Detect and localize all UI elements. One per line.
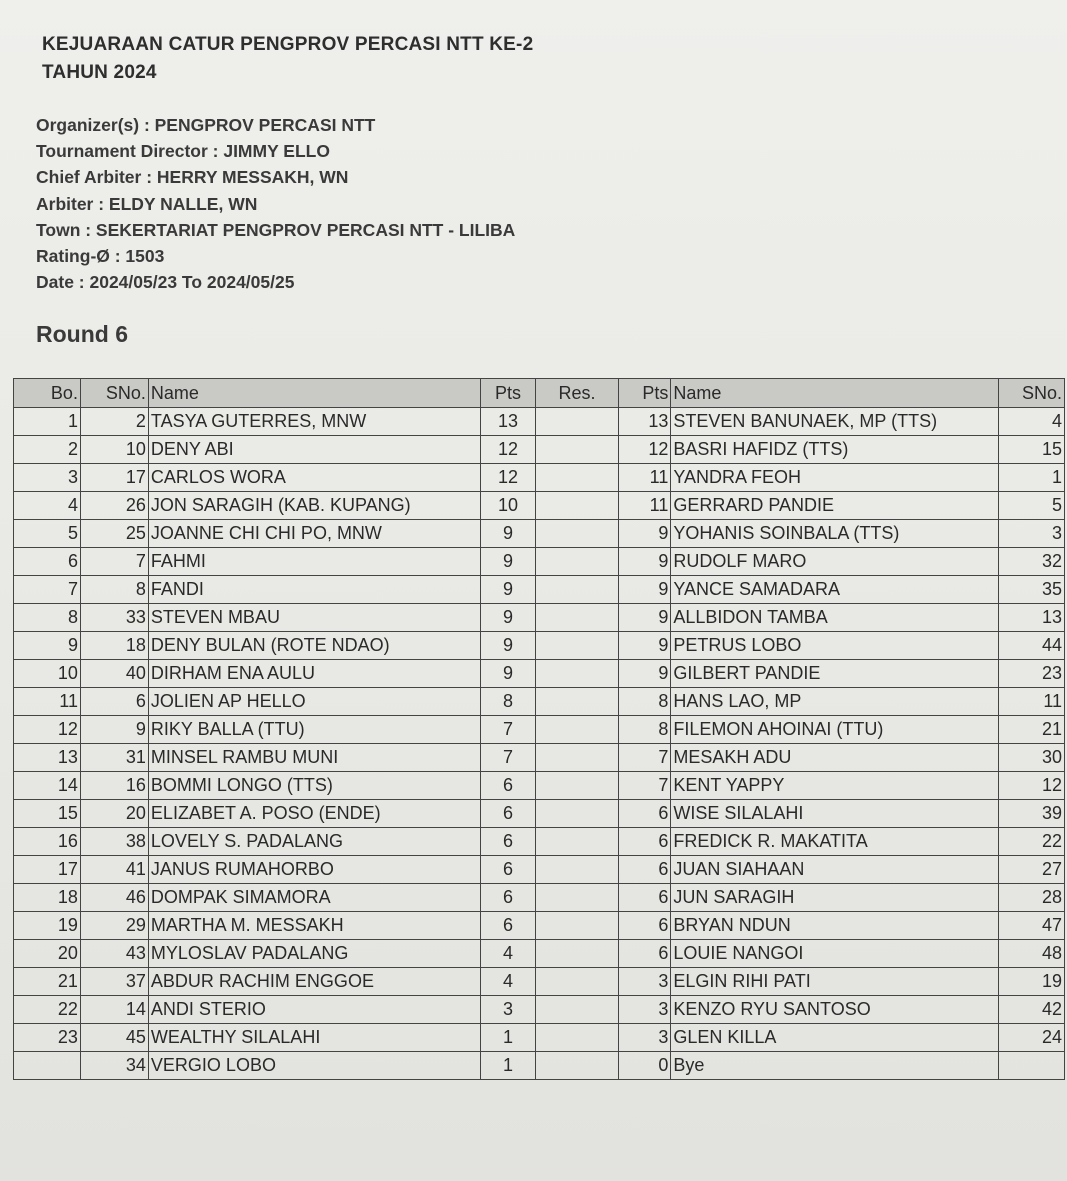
board-number-cell: 6 bbox=[14, 548, 81, 576]
white-pts-cell: 6 bbox=[480, 772, 536, 800]
black-pts-cell: 9 bbox=[618, 576, 671, 604]
result-cell bbox=[536, 940, 618, 968]
table-row bbox=[14, 660, 1065, 688]
white-pts-cell: 6 bbox=[480, 800, 536, 828]
table-row bbox=[14, 884, 1065, 912]
black-name-cell: MESAKH ADU bbox=[671, 744, 999, 772]
table-row bbox=[14, 492, 1065, 520]
table-row bbox=[14, 464, 1065, 492]
white-sno-cell: 31 bbox=[80, 744, 148, 772]
board-number-cell: 18 bbox=[14, 884, 81, 912]
table-row bbox=[14, 912, 1065, 940]
black-pts-cell: 9 bbox=[618, 660, 671, 688]
white-pts-cell: 13 bbox=[480, 408, 536, 436]
header-name-white: Name bbox=[148, 379, 480, 408]
board-number-cell: 4 bbox=[14, 492, 81, 520]
white-name-cell: FAHMI bbox=[148, 548, 480, 576]
white-sno-cell: 9 bbox=[80, 716, 148, 744]
black-pts-cell: 6 bbox=[618, 856, 671, 884]
black-name-cell: ELGIN RIHI PATI bbox=[671, 968, 999, 996]
table-row bbox=[14, 856, 1065, 884]
white-sno-cell: 26 bbox=[80, 492, 148, 520]
board-number-cell: 9 bbox=[14, 632, 81, 660]
table-row bbox=[14, 604, 1065, 632]
table-row bbox=[14, 408, 1065, 436]
board-number-cell: 2 bbox=[14, 436, 81, 464]
town-line: Town : SEKERTARIAT PENGPROV PERCASI NTT - LILIBA bbox=[36, 219, 516, 240]
black-sno-cell: 42 bbox=[999, 996, 1065, 1024]
table-row bbox=[14, 744, 1065, 772]
white-sno-cell: 2 bbox=[80, 408, 148, 436]
table-row bbox=[14, 1024, 1065, 1052]
black-name-cell: RUDOLF MARO bbox=[671, 548, 999, 576]
board-number-cell: 10 bbox=[14, 660, 81, 688]
result-cell bbox=[536, 968, 618, 996]
black-sno-cell: 19 bbox=[999, 968, 1065, 996]
result-cell bbox=[536, 632, 618, 660]
black-sno-cell: 4 bbox=[999, 408, 1065, 436]
black-pts-cell: 7 bbox=[618, 744, 671, 772]
header-sno-white: SNo. bbox=[80, 379, 148, 408]
arbiter-line: Arbiter : ELDY NALLE, WN bbox=[36, 193, 258, 214]
black-name-cell: BASRI HAFIDZ (TTS) bbox=[671, 436, 999, 464]
black-sno-cell: 30 bbox=[999, 744, 1065, 772]
black-name-cell: FREDICK R. MAKATITA bbox=[671, 828, 999, 856]
black-name-cell: YOHANIS SOINBALA (TTS) bbox=[671, 520, 999, 548]
table-row bbox=[14, 688, 1065, 716]
black-sno-cell: 21 bbox=[999, 716, 1065, 744]
board-number-cell: 16 bbox=[14, 828, 81, 856]
white-pts-cell: 3 bbox=[480, 996, 536, 1024]
white-sno-cell: 43 bbox=[80, 940, 148, 968]
white-sno-cell: 33 bbox=[80, 604, 148, 632]
table-row bbox=[14, 436, 1065, 464]
pairings-table bbox=[13, 378, 1065, 1080]
pairings-body bbox=[14, 408, 1065, 1080]
document-title: KEJUARAAN CATUR PENGPROV PERCASI NTT KE-2 bbox=[42, 34, 534, 55]
black-sno-cell: 27 bbox=[999, 856, 1065, 884]
white-pts-cell: 7 bbox=[480, 744, 536, 772]
black-sno-cell: 24 bbox=[999, 1024, 1065, 1052]
black-pts-cell: 9 bbox=[618, 632, 671, 660]
white-sno-cell: 6 bbox=[80, 688, 148, 716]
white-name-cell: MARTHA M. MESSAKH bbox=[148, 912, 480, 940]
black-sno-cell: 1 bbox=[999, 464, 1065, 492]
black-pts-cell: 6 bbox=[618, 800, 671, 828]
white-sno-cell: 40 bbox=[80, 660, 148, 688]
director-line: Tournament Director : JIMMY ELLO bbox=[36, 141, 330, 162]
board-number-cell: 11 bbox=[14, 688, 81, 716]
black-name-cell: ALLBIDON TAMBA bbox=[671, 604, 999, 632]
result-cell bbox=[536, 996, 618, 1024]
black-sno-cell: 48 bbox=[999, 940, 1065, 968]
white-name-cell: JON SARAGIH (KAB. KUPANG) bbox=[148, 492, 480, 520]
board-number-cell: 1 bbox=[14, 408, 81, 436]
black-sno-cell: 11 bbox=[999, 688, 1065, 716]
rating-line: Rating-Ø : 1503 bbox=[36, 245, 165, 266]
header-name-black: Name bbox=[671, 379, 999, 408]
black-pts-cell: 8 bbox=[618, 716, 671, 744]
black-pts-cell: 9 bbox=[618, 520, 671, 548]
black-sno-cell: 13 bbox=[999, 604, 1065, 632]
black-name-cell: YANCE SAMADARA bbox=[671, 576, 999, 604]
white-pts-cell: 9 bbox=[480, 548, 536, 576]
black-name-cell: GLEN KILLA bbox=[671, 1024, 999, 1052]
black-pts-cell: 9 bbox=[618, 604, 671, 632]
black-pts-cell: 11 bbox=[618, 492, 671, 520]
black-sno-cell: 15 bbox=[999, 436, 1065, 464]
result-cell bbox=[536, 576, 618, 604]
white-name-cell: DIRHAM ENA AULU bbox=[148, 660, 480, 688]
black-pts-cell: 6 bbox=[618, 912, 671, 940]
table-header-row bbox=[14, 379, 1065, 408]
board-number-cell bbox=[14, 1052, 81, 1080]
board-number-cell: 15 bbox=[14, 800, 81, 828]
black-sno-cell: 12 bbox=[999, 772, 1065, 800]
white-pts-cell: 1 bbox=[480, 1024, 536, 1052]
board-number-cell: 3 bbox=[14, 464, 81, 492]
board-number-cell: 13 bbox=[14, 744, 81, 772]
white-pts-cell: 9 bbox=[480, 604, 536, 632]
board-number-cell: 22 bbox=[14, 996, 81, 1024]
black-sno-cell: 3 bbox=[999, 520, 1065, 548]
round-heading: Round 6 bbox=[36, 321, 128, 347]
date-line: Date : 2024/05/23 To 2024/05/25 bbox=[36, 272, 295, 293]
white-sno-cell: 14 bbox=[80, 996, 148, 1024]
black-pts-cell: 6 bbox=[618, 884, 671, 912]
white-name-cell: ABDUR RACHIM ENGGOE bbox=[148, 968, 480, 996]
result-cell bbox=[536, 492, 618, 520]
black-sno-cell: 23 bbox=[999, 660, 1065, 688]
white-pts-cell: 6 bbox=[480, 828, 536, 856]
black-sno-cell: 35 bbox=[999, 576, 1065, 604]
black-pts-cell: 0 bbox=[618, 1052, 671, 1080]
white-pts-cell: 9 bbox=[480, 660, 536, 688]
header-result: Res. bbox=[536, 379, 618, 408]
table-row bbox=[14, 828, 1065, 856]
white-sno-cell: 45 bbox=[80, 1024, 148, 1052]
black-name-cell: KENZO RYU SANTOSO bbox=[671, 996, 999, 1024]
board-number-cell: 12 bbox=[14, 716, 81, 744]
black-pts-cell: 9 bbox=[618, 548, 671, 576]
black-sno-cell: 32 bbox=[999, 548, 1065, 576]
black-pts-cell: 13 bbox=[618, 408, 671, 436]
result-cell bbox=[536, 688, 618, 716]
white-pts-cell: 9 bbox=[480, 576, 536, 604]
white-sno-cell: 18 bbox=[80, 632, 148, 660]
white-name-cell: JANUS RUMAHORBO bbox=[148, 856, 480, 884]
black-name-cell: FILEMON AHOINAI (TTU) bbox=[671, 716, 999, 744]
header-pts-black: Pts bbox=[618, 379, 671, 408]
white-name-cell: MINSEL RAMBU MUNI bbox=[148, 744, 480, 772]
black-name-cell: STEVEN BANUNAEK, MP (TTS) bbox=[671, 408, 999, 436]
chief-arbiter-line: Chief Arbiter : HERRY MESSAKH, WN bbox=[36, 167, 349, 188]
white-sno-cell: 41 bbox=[80, 856, 148, 884]
black-pts-cell: 3 bbox=[618, 1024, 671, 1052]
black-pts-cell: 3 bbox=[618, 996, 671, 1024]
black-name-cell: JUAN SIAHAAN bbox=[671, 856, 999, 884]
white-name-cell: TASYA GUTERRES, MNW bbox=[148, 408, 480, 436]
result-cell bbox=[536, 800, 618, 828]
table-row bbox=[14, 632, 1065, 660]
table-row bbox=[14, 716, 1065, 744]
black-name-cell: KENT YAPPY bbox=[671, 772, 999, 800]
white-name-cell: DOMPAK SIMAMORA bbox=[148, 884, 480, 912]
white-pts-cell: 8 bbox=[480, 688, 536, 716]
black-sno-cell: 22 bbox=[999, 828, 1065, 856]
white-name-cell: WEALTHY SILALAHI bbox=[148, 1024, 480, 1052]
header-board: Bo. bbox=[14, 379, 81, 408]
table-row bbox=[14, 800, 1065, 828]
white-pts-cell: 6 bbox=[480, 856, 536, 884]
result-cell bbox=[536, 856, 618, 884]
board-number-cell: 20 bbox=[14, 940, 81, 968]
table-row bbox=[14, 548, 1065, 576]
black-name-cell: Bye bbox=[671, 1052, 999, 1080]
black-pts-cell: 6 bbox=[618, 940, 671, 968]
white-sno-cell: 7 bbox=[80, 548, 148, 576]
white-sno-cell: 16 bbox=[80, 772, 148, 800]
result-cell bbox=[536, 548, 618, 576]
result-cell bbox=[536, 772, 618, 800]
header-pts-white: Pts bbox=[480, 379, 536, 408]
black-name-cell: WISE SILALAHI bbox=[671, 800, 999, 828]
black-name-cell: BRYAN NDUN bbox=[671, 912, 999, 940]
table-row bbox=[14, 940, 1065, 968]
table-row bbox=[14, 576, 1065, 604]
result-cell bbox=[536, 744, 618, 772]
black-pts-cell: 3 bbox=[618, 968, 671, 996]
board-number-cell: 19 bbox=[14, 912, 81, 940]
white-sno-cell: 38 bbox=[80, 828, 148, 856]
result-cell bbox=[536, 604, 618, 632]
result-cell bbox=[536, 716, 618, 744]
white-sno-cell: 8 bbox=[80, 576, 148, 604]
result-cell bbox=[536, 884, 618, 912]
white-pts-cell: 4 bbox=[480, 940, 536, 968]
white-pts-cell: 9 bbox=[480, 632, 536, 660]
table-row bbox=[14, 968, 1065, 996]
black-pts-cell: 12 bbox=[618, 436, 671, 464]
white-name-cell: VERGIO LOBO bbox=[148, 1052, 480, 1080]
result-cell bbox=[536, 660, 618, 688]
board-number-cell: 17 bbox=[14, 856, 81, 884]
white-name-cell: DENY ABI bbox=[148, 436, 480, 464]
white-sno-cell: 20 bbox=[80, 800, 148, 828]
black-sno-cell: 47 bbox=[999, 912, 1065, 940]
table-row bbox=[14, 1052, 1065, 1080]
black-sno-cell: 44 bbox=[999, 632, 1065, 660]
result-cell bbox=[536, 464, 618, 492]
white-sno-cell: 37 bbox=[80, 968, 148, 996]
result-cell bbox=[536, 436, 618, 464]
white-pts-cell: 1 bbox=[480, 1052, 536, 1080]
result-cell bbox=[536, 1052, 618, 1080]
white-pts-cell: 4 bbox=[480, 968, 536, 996]
white-sno-cell: 17 bbox=[80, 464, 148, 492]
white-name-cell: JOANNE CHI CHI PO, MNW bbox=[148, 520, 480, 548]
result-cell bbox=[536, 408, 618, 436]
board-number-cell: 23 bbox=[14, 1024, 81, 1052]
result-cell bbox=[536, 1024, 618, 1052]
board-number-cell: 5 bbox=[14, 520, 81, 548]
table-row bbox=[14, 520, 1065, 548]
white-pts-cell: 12 bbox=[480, 436, 536, 464]
white-name-cell: STEVEN MBAU bbox=[148, 604, 480, 632]
white-name-cell: DENY BULAN (ROTE NDAO) bbox=[148, 632, 480, 660]
result-cell bbox=[536, 912, 618, 940]
white-name-cell: CARLOS WORA bbox=[148, 464, 480, 492]
header-sno-black: SNo. bbox=[999, 379, 1065, 408]
white-sno-cell: 46 bbox=[80, 884, 148, 912]
black-name-cell: LOUIE NANGOI bbox=[671, 940, 999, 968]
white-sno-cell: 34 bbox=[80, 1052, 148, 1080]
white-name-cell: RIKY BALLA (TTU) bbox=[148, 716, 480, 744]
white-name-cell: BOMMI LONGO (TTS) bbox=[148, 772, 480, 800]
black-sno-cell: 28 bbox=[999, 884, 1065, 912]
black-sno-cell: 5 bbox=[999, 492, 1065, 520]
board-number-cell: 21 bbox=[14, 968, 81, 996]
board-number-cell: 14 bbox=[14, 772, 81, 800]
white-pts-cell: 6 bbox=[480, 884, 536, 912]
white-pts-cell: 10 bbox=[480, 492, 536, 520]
black-name-cell: HANS LAO, MP bbox=[671, 688, 999, 716]
white-pts-cell: 6 bbox=[480, 912, 536, 940]
black-name-cell: YANDRA FEOH bbox=[671, 464, 999, 492]
board-number-cell: 7 bbox=[14, 576, 81, 604]
black-pts-cell: 8 bbox=[618, 688, 671, 716]
black-pts-cell: 11 bbox=[618, 464, 671, 492]
white-pts-cell: 7 bbox=[480, 716, 536, 744]
black-name-cell: PETRUS LOBO bbox=[671, 632, 999, 660]
table-row bbox=[14, 996, 1065, 1024]
result-cell bbox=[536, 828, 618, 856]
board-number-cell: 8 bbox=[14, 604, 81, 632]
white-name-cell: ELIZABET A. POSO (ENDE) bbox=[148, 800, 480, 828]
white-sno-cell: 29 bbox=[80, 912, 148, 940]
table-row bbox=[14, 772, 1065, 800]
black-name-cell: GERRARD PANDIE bbox=[671, 492, 999, 520]
black-sno-cell bbox=[999, 1052, 1065, 1080]
black-sno-cell: 39 bbox=[999, 800, 1065, 828]
organizer-line: Organizer(s) : PENGPROV PERCASI NTT bbox=[36, 115, 376, 135]
white-name-cell: FANDI bbox=[148, 576, 480, 604]
result-cell bbox=[536, 520, 618, 548]
white-name-cell: ANDI STERIO bbox=[148, 996, 480, 1024]
black-pts-cell: 6 bbox=[618, 828, 671, 856]
document-subtitle-year: TAHUN 2024 bbox=[42, 62, 157, 83]
white-sno-cell: 10 bbox=[80, 436, 148, 464]
black-name-cell: GILBERT PANDIE bbox=[671, 660, 999, 688]
white-pts-cell: 12 bbox=[480, 464, 536, 492]
black-pts-cell: 7 bbox=[618, 772, 671, 800]
black-name-cell: JUN SARAGIH bbox=[671, 884, 999, 912]
white-sno-cell: 25 bbox=[80, 520, 148, 548]
white-name-cell: MYLOSLAV PADALANG bbox=[148, 940, 480, 968]
white-pts-cell: 9 bbox=[480, 520, 536, 548]
white-name-cell: LOVELY S. PADALANG bbox=[148, 828, 480, 856]
tournament-info bbox=[36, 112, 515, 295]
white-name-cell: JOLIEN AP HELLO bbox=[148, 688, 480, 716]
